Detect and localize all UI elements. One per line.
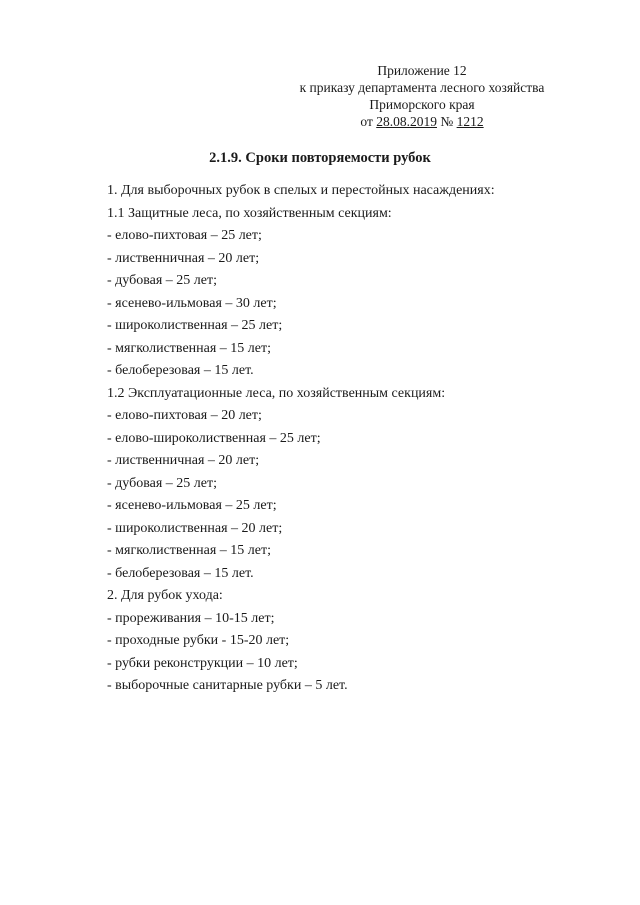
section-title: 2.1.9. Сроки повторяемости рубок <box>209 150 431 166</box>
text-line: - мягколиственная – 15 лет; <box>107 543 272 558</box>
text-line: 1.2 Эксплуатационные леса, по хозяйственным секциям: <box>107 385 446 401</box>
date-prefix: от <box>360 114 377 129</box>
appendix-header <box>282 62 562 130</box>
order-date-line <box>282 113 562 130</box>
text-line: 1.1 Защитные леса, по хозяйственным секциям: <box>107 205 392 221</box>
appendix-number: Приложение 12 <box>377 63 467 78</box>
text-line: - ясенево-ильмовая – 25 лет; <box>107 498 277 513</box>
text-line: - прореживания – 10-15 лет; <box>107 610 275 626</box>
text-line: - рубки реконструкции – 10 лет; <box>107 655 298 671</box>
text-line: - елово-широколиственная – 25 лет; <box>107 430 321 446</box>
text-line: - белоберезовая – 15 лет. <box>107 363 254 378</box>
order-number: 1212 <box>456 114 484 129</box>
text-line: - дубовая – 25 лет; <box>107 273 218 288</box>
text-line: - дубовая – 25 лет; <box>107 475 218 491</box>
text-line: - выборочные санитарные рубки – 5 лет. <box>107 678 348 693</box>
text-line: - лиственничная – 20 лет; <box>107 453 260 468</box>
order-date: 28.08.2019 <box>376 114 437 129</box>
text-line: - елово-пихтовая – 25 лет; <box>107 228 262 243</box>
text-line: - белоберезовая – 15 лет. <box>107 565 254 581</box>
text-line: - мягколиственная – 15 лет; <box>107 340 272 356</box>
text-line: - ясенево-ильмовая – 30 лет; <box>107 295 277 311</box>
text-line: - лиственничная – 20 лет; <box>107 250 260 266</box>
text-line: - широколиственная – 25 лет; <box>107 318 283 333</box>
document-body <box>107 180 577 698</box>
text-line: 2. Для рубок ухода: <box>107 588 223 603</box>
order-reference: к приказу департамента лесного хозяйства <box>299 80 545 95</box>
region-name: Приморского края <box>369 97 475 112</box>
number-sign: № <box>436 114 457 129</box>
text-line: - широколиственная – 20 лет; <box>107 520 283 536</box>
text-line: 1. Для выборочных рубок в спелых и перестойных насаждениях: <box>107 183 495 198</box>
text-line: - проходные рубки - 15-20 лет; <box>107 633 290 648</box>
text-line: - елово-пихтовая – 20 лет; <box>107 408 262 423</box>
